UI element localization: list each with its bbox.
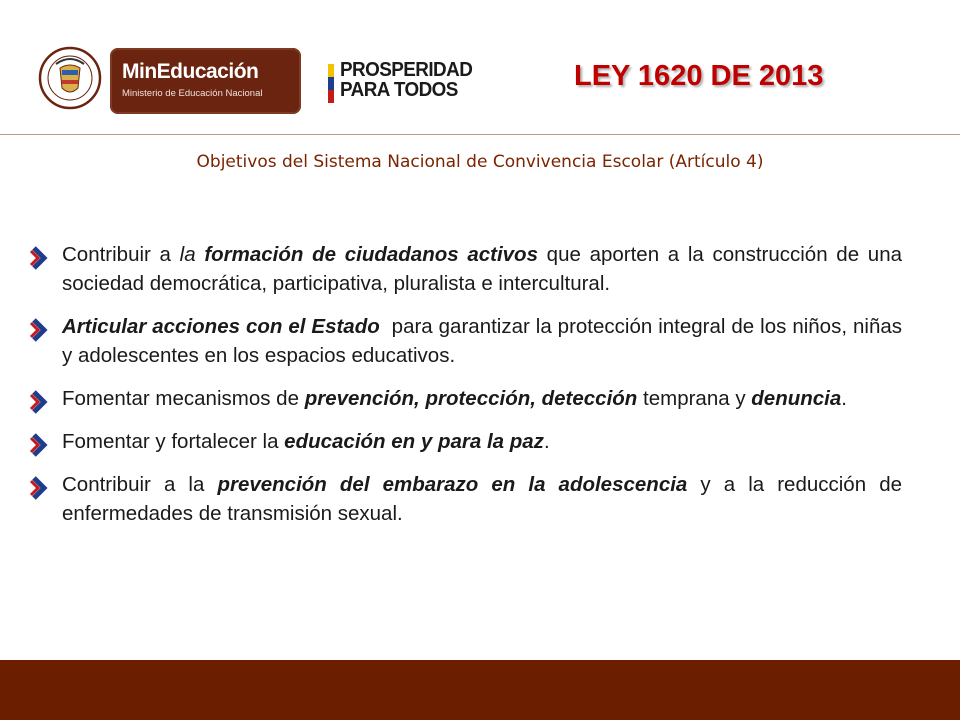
objective-text [62,243,908,295]
slide-subtitle: Objetivos del Sistema Nacional de Convivencia Escolar (Artículo 4) [196,152,764,172]
objective-text [62,430,550,453]
header-divider [0,134,960,135]
text-segment: Fomentar y fortalecer la [62,430,285,453]
text-segment: Contribuir a [62,243,180,266]
text-segment: . [841,387,847,410]
text-segment: prevención del embarazo en la adolescencia [217,473,688,496]
campaign-text [340,60,472,100]
objective-item [28,427,902,456]
text-segment: Contribuir a la [62,473,218,496]
text-segment: que aporten a la construcción de una sociedad democrática, participativa, pluralista e intercultural. [62,243,908,295]
campaign-line-2: PARA TODOS [340,78,458,101]
objective-item [28,240,908,298]
prosperidad-logo [328,60,498,104]
colombia-seal-logo [38,44,102,114]
chevron-right-icon [28,433,54,457]
mineducacion-logo [110,48,301,114]
text-segment: prevención, protección, detección [304,387,638,410]
flag-blue-bar [328,77,334,90]
objective-text [62,315,908,367]
text-segment: . [543,430,550,453]
chevron-right-icon [28,246,54,270]
header [0,0,960,134]
objective-item [28,384,902,413]
objectives-list [28,240,908,542]
objective-item [28,312,908,370]
text-segment: temprana y [637,387,752,410]
footer-bar [0,660,960,720]
objective-text [62,473,908,525]
ministry-name: MinEducación [122,60,259,83]
flag-red-bar [328,90,334,103]
flag-yellow-bar [328,64,334,77]
chevron-right-icon [28,390,54,414]
text-segment: educación en y para la paz [284,430,544,453]
text-segment: denuncia [751,387,842,410]
text-segment: formación de ciudadanos activos [204,243,538,266]
text-segment: la [179,243,196,266]
text-segment: para garantizar la protección integral de los niños, niñas y adolescentes en los espacios educativos. [62,315,908,367]
objective-text [62,387,847,410]
text-segment: y a la reducción de enfermedades de transmisión sexual. [62,473,908,525]
chevron-right-icon [28,318,54,342]
law-title: LEY 1620 DE 2013 [574,60,824,92]
text-segment: Articular acciones con el Estado [62,315,380,338]
text-segment: Fomentar mecanismos de [62,387,305,410]
objective-item [28,470,908,528]
chevron-right-icon [28,476,54,500]
campaign-line-1: PROSPERIDAD [340,58,473,81]
ministry-subtitle: Ministerio de Educación Nacional [122,88,263,99]
